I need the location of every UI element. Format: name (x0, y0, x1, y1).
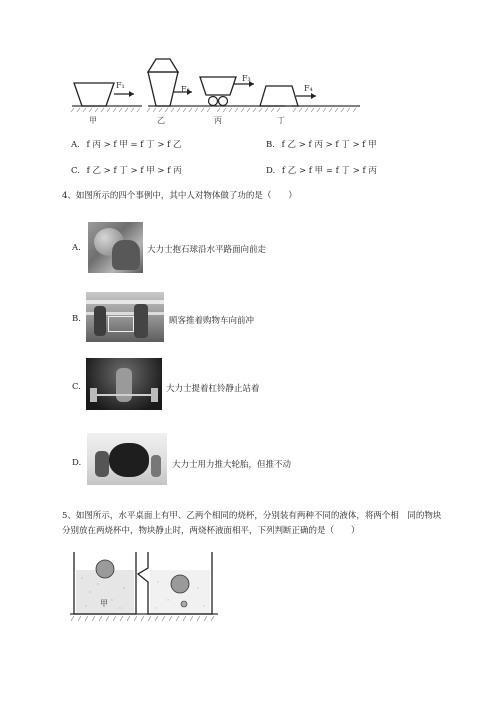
q4-option-b-caption: 顾客推着购物车向前冲 (169, 316, 255, 326)
question-5-stem-line1: 5、如图所示，水平桌面上有甲、乙两个相同的烧杯，分别装有两种不同的液体，将两个相 同的物块 (62, 511, 442, 521)
q4-option-a-letter: A. (72, 243, 81, 253)
q4-option-c-caption: 大力士提着杠铃静止站着 (166, 384, 260, 394)
beaker-label-jia: 甲 (100, 599, 108, 608)
option-letter: D. (266, 166, 276, 176)
figure-label-yi: 乙 (157, 116, 165, 125)
block-bing (200, 77, 236, 95)
block-in-yi (171, 575, 189, 593)
option-text: f 乙 > f 甲 = f 丁 > f 丙 (281, 166, 377, 176)
block-in-jia (96, 560, 114, 578)
force-label-f1: F₁ (116, 81, 125, 90)
option-text: f 丙 > f 甲 = f 丁 > f 乙 (86, 140, 182, 150)
block-yi-bottom (148, 72, 178, 106)
force-label-f4: F₄ (304, 84, 313, 93)
option-d[interactable] (266, 164, 377, 176)
block-ding (260, 86, 298, 106)
q4-option-b-letter: B. (72, 314, 81, 324)
block-jia (74, 83, 114, 106)
force-label-f3: F₃ (242, 74, 251, 83)
photo-tire (87, 433, 167, 485)
option-text: f 乙 > f 丁 > f 甲 > f 丙 (86, 166, 182, 176)
option-letter: A. (71, 140, 80, 150)
option-b[interactable] (266, 138, 377, 150)
option-c[interactable] (71, 164, 182, 176)
question-4-stem: 4、如图所示的四个事例中，其中人对物体做了功的是（ ） (62, 191, 297, 201)
force-label-f2: F₂ (181, 85, 190, 94)
photo-barbell (86, 358, 162, 410)
q4-option-d-caption: 大力士用力推大轮胎，但推不动 (172, 460, 292, 470)
option-letter: C. (71, 166, 80, 176)
option-text: f 乙 > f 丙 > f 丁 > f 甲 (281, 140, 377, 150)
block-yi-top (148, 59, 178, 72)
option-a[interactable] (71, 138, 182, 150)
photo-shopping-cart (86, 292, 164, 342)
block-in-yi-small (181, 601, 187, 607)
option-letter: B. (266, 140, 275, 150)
question-5-stem-line2: 分别放在两烧杯中，物块静止时，两烧杯液面相平，下列判断正确的是（ ） (62, 526, 360, 536)
photo-stone-ball (88, 222, 143, 273)
q4-option-d-letter: D. (72, 458, 82, 468)
q4-option-c-letter: C. (72, 382, 81, 392)
figure-label-bing: 丙 (214, 116, 222, 125)
figure-label-jia: 甲 (89, 116, 97, 125)
beakers-figure (68, 548, 228, 626)
q4-option-a-caption: 大力士抱石球沿水平路面向前走 (147, 245, 267, 255)
figure-label-ding: 丁 (277, 116, 285, 125)
